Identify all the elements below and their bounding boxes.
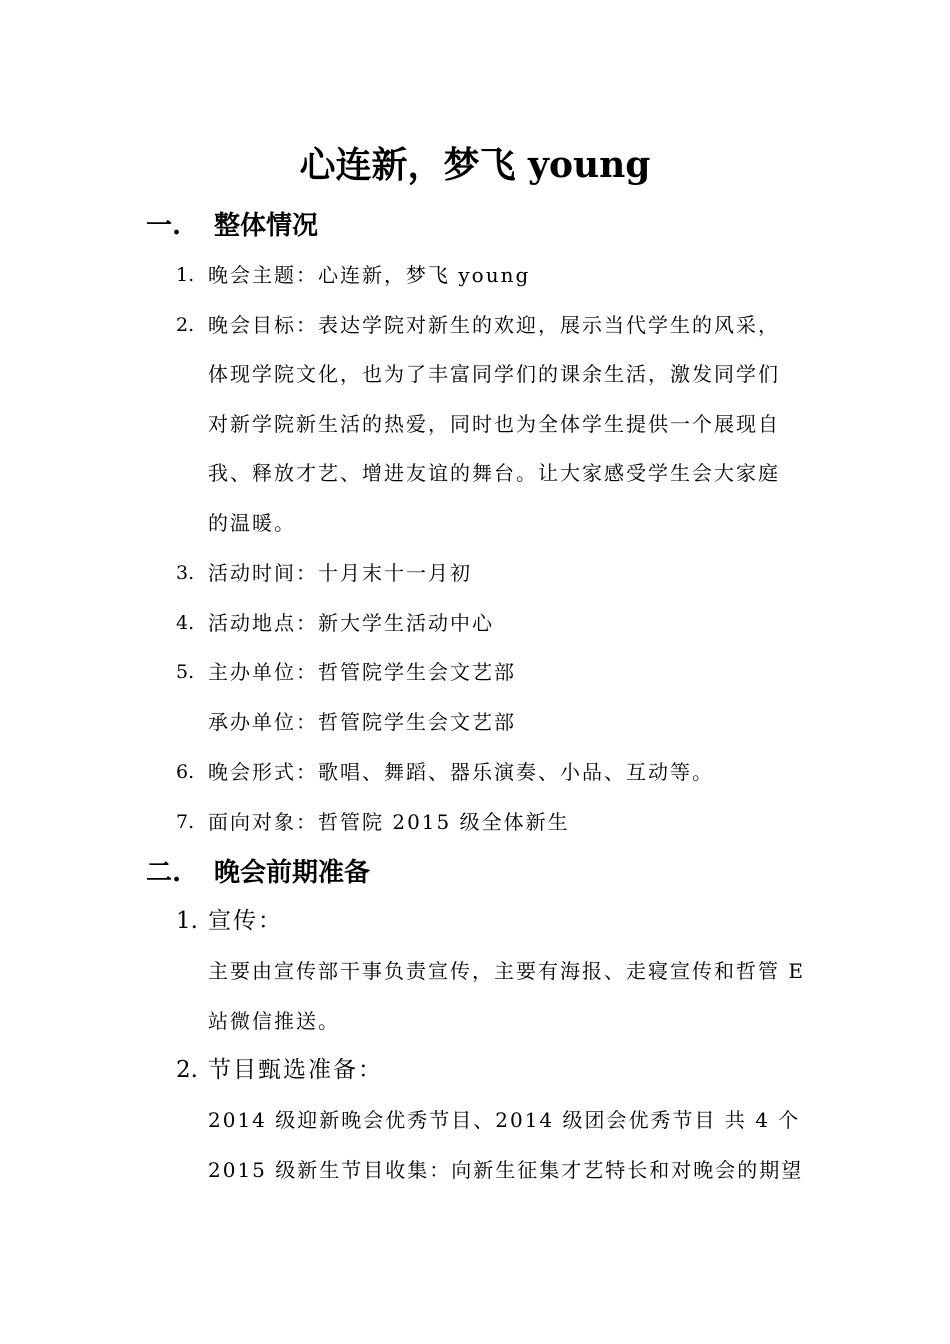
item-goal-line: 对新学院新生活的热爱，同时也为全体学生提供一个展现自	[208, 412, 780, 436]
section-heading-overview	[146, 208, 318, 244]
item-number: 3.	[176, 562, 195, 584]
item-goal-line: 的温暖。	[208, 511, 296, 535]
item-co-organizer: 承办单位：哲管院学生会文艺部	[208, 710, 516, 734]
item-number: 1.	[176, 264, 195, 286]
section-title: 晚会前期准备	[214, 858, 371, 888]
item-program-line: 2014 级迎新晚会优秀节目、2014 级团会优秀节目 共 4 个	[208, 1108, 801, 1132]
item-time: 活动时间：十月末十一月初	[208, 561, 472, 585]
item-program-selection-label: 节目甄选准备：	[208, 1057, 383, 1083]
item-publicity-line: 站微信推送。	[208, 1009, 340, 1033]
item-goal-line: 晚会目标：表达学院对新生的欢迎，展示当代学生的风采，	[208, 313, 780, 337]
item-goal-line: 我、释放才艺、增进友谊的舞台。让大家感受学生会大家庭	[208, 461, 780, 485]
item-publicity-line: 主要由宣传部干事负责宣传，主要有海报、走寝宣传和哲管 E	[208, 959, 805, 983]
section-title: 整体情况	[214, 211, 319, 241]
item-number: 5.	[176, 661, 195, 683]
document-title: 心连新，梦飞 young	[299, 144, 651, 186]
item-format: 晚会形式：歌唱、舞蹈、器乐演奏、小品、互动等。	[208, 760, 714, 784]
item-theme: 晚会主题：心连新，梦飞 young	[208, 263, 531, 287]
section-number: 二.	[146, 858, 182, 888]
item-number: 1.	[176, 908, 198, 934]
item-number: 7.	[176, 811, 195, 833]
item-organizer: 主办单位：哲管院学生会文艺部	[208, 660, 516, 684]
item-goal-line: 体现学院文化，也为了丰富同学们的课余生活，激发同学们	[208, 362, 780, 386]
item-number: 6.	[176, 761, 195, 783]
item-number: 4.	[176, 612, 195, 634]
item-publicity-label: 宣传：	[208, 908, 283, 934]
section-number: 一.	[146, 211, 182, 241]
item-program-line: 2015 级新生节目收集：向新生征集才艺特长和对晚会的期望	[208, 1158, 804, 1182]
item-number: 2.	[176, 314, 195, 336]
section-heading-preparation	[146, 855, 370, 891]
item-location: 活动地点：新大学生活动中心	[208, 611, 494, 635]
item-number: 2.	[176, 1057, 198, 1083]
item-audience: 面向对象：哲管院 2015 级全体新生	[208, 810, 570, 834]
